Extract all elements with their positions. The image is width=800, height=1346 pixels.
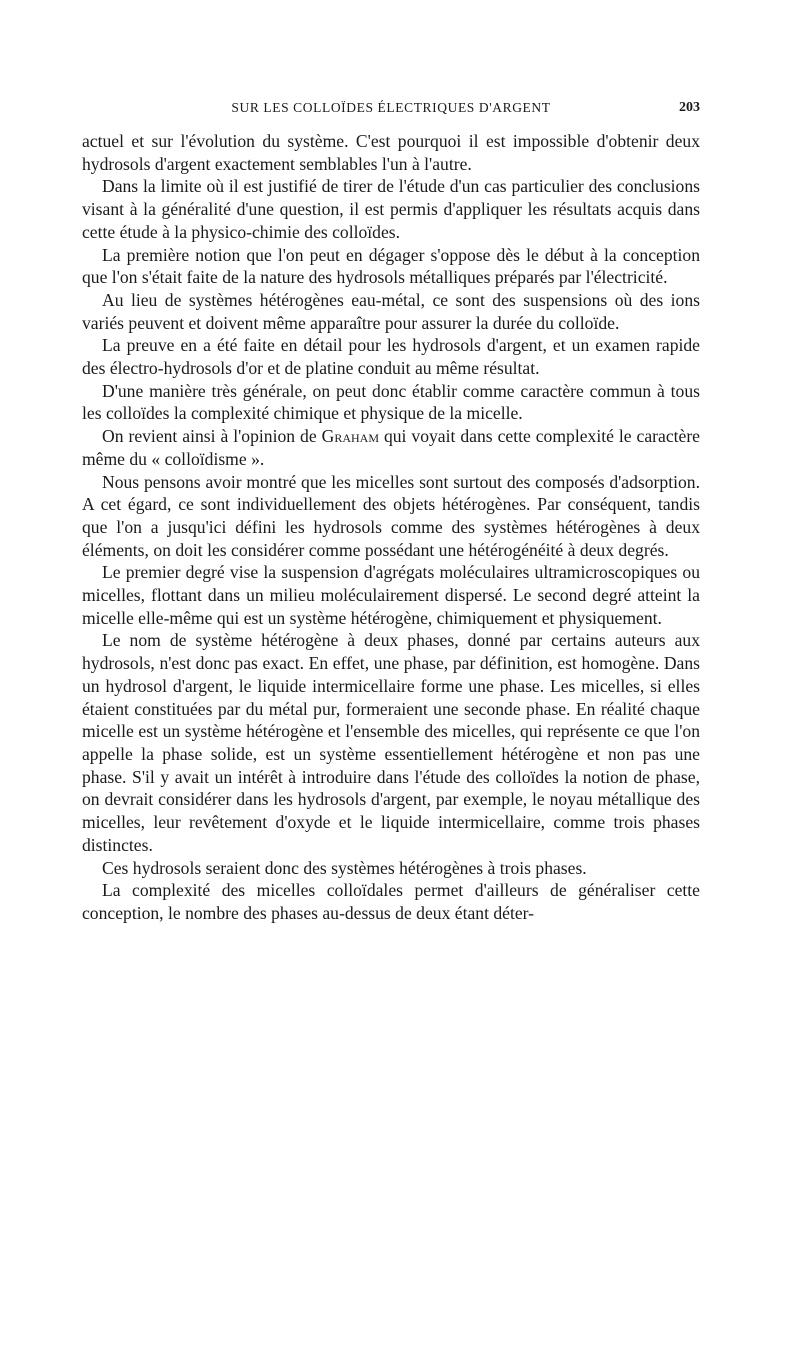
paragraph: La première notion que l'on peut en dégager s'oppose dès le début à la conception que l'on s'était faite de la nature des hydrosols métalliques préparés par l'électricité.: [82, 244, 700, 288]
page-number: 203: [679, 100, 700, 115]
paragraph: Nous pensons avoir montré que les micelles sont surtout des composés d'adsorption. A cet égard, ce sont individuellement des objets hétérogènes. Par conséquent, tandis que l'on a jusqu'ici défini les hydrosols comme des systèmes hétérogènes à deux éléments, on doit les considérer comme possédant une hétérogénéité à deux degrés.: [82, 471, 700, 560]
text-segment: On revient ainsi à l'opinion de: [102, 426, 322, 447]
text-segment: qui voyait dans cette complexité le caractère même du « colloïdisme ».: [82, 426, 700, 469]
running-title: SUR LES COLLOÏDES ÉLECTRIQUES D'ARGENT: [231, 100, 551, 115]
paragraph: La complexité des micelles colloïdales permet d'ailleurs de généraliser cette conception, le nombre des phases au-dessus de deux étant déter-: [82, 880, 700, 923]
paragraph: Ces hydrosols seraient donc des systèmes hétérogènes à trois phases.: [102, 857, 587, 878]
body-text: [82, 130, 700, 925]
paragraph: Le premier degré vise la suspension d'agrégats moléculaires ultramicroscopiques ou micelles, flottant dans un milieu moléculairement dispersé. Le second degré atteint la micelle elle-même qui est un système hétérogène, chimiquement et physiquement.: [82, 562, 700, 628]
page-header: [82, 96, 700, 120]
paragraph: Au lieu de systèmes hétérogènes eau-métal, ce sont des suspensions où des ions variés peuvent et doivent même apparaître pour assurer la durée du colloïde.: [82, 289, 700, 333]
author-name: Graham: [321, 426, 379, 447]
paragraph: Le nom de système hétérogène à deux phases, donné par certains auteurs aux hydrosols, n'est donc pas exact. En effet, une phase, par définition, est homogène. Dans un hydrosol d'argent, le liquide intermicellaire forme une phase. Les micelles, si elles étaient constituées par du métal pur, formeraient une seconde phase. En réalité chaque micelle est un système hétérogène et l'ensemble des micelles, qui représente ce que l'on appelle la phase solide, est un système essentiellement hétérogène et non pas une phase. S'il y avait un intérêt à introduire dans l'étude des colloïdes la notion de phase, on devrait considérer dans les hydrosols d'argent, par exemple, le noyau métallique des micelles, leur revêtement d'oxyde et le liquide intermicellaire, comme trois phases distinctes.: [82, 630, 700, 855]
paragraph: Dans la limite où il est justifié de tirer de l'étude d'un cas particulier des conclusions visant à la généralité d'une question, il est permis d'appliquer les résultats acquis dans cette étude à la physico-chimie des colloïdes.: [82, 176, 700, 242]
book-page: [82, 96, 700, 925]
paragraph: La preuve en a été faite en détail pour les hydrosols d'argent, et un examen rapide des électro-hydrosols d'or et de platine conduit au même résultat.: [82, 335, 700, 379]
paragraph-graham: [82, 425, 700, 470]
paragraph-continued: actuel et sur l'évolution du système. C'est pourquoi il est impossible d'obtenir deux hydrosols d'argent exactement semblables l'un à l'autre.: [82, 131, 700, 174]
paragraph: D'une manière très générale, on peut donc établir comme caractère commun à tous les colloïdes la complexité chimique et physique de la micelle.: [82, 380, 700, 424]
